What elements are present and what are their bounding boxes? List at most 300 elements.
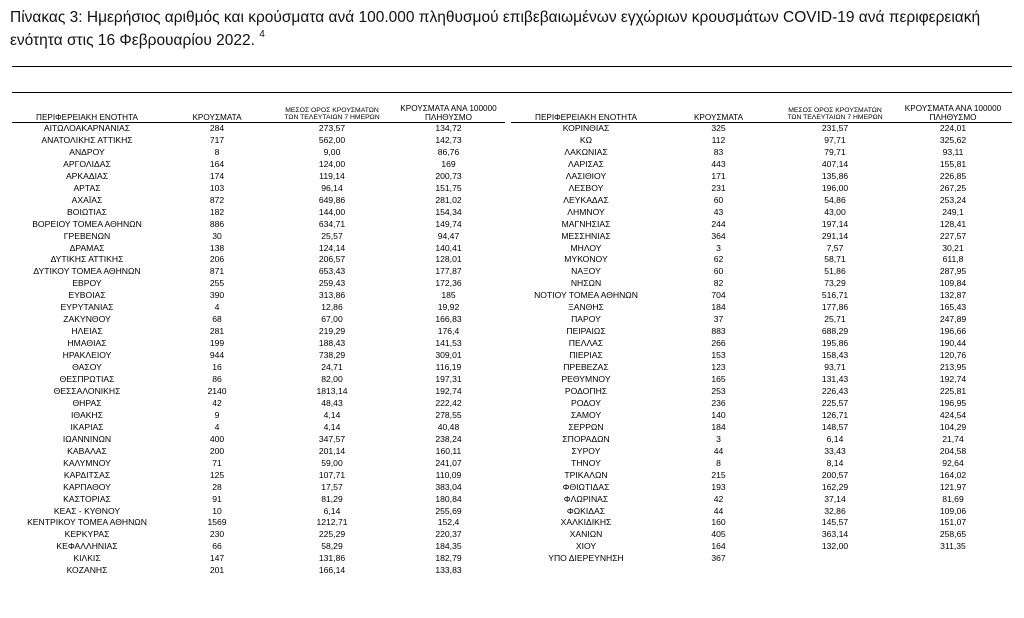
per100k-value: 94,47 [437,230,460,241]
table-row [511,338,1012,350]
region-name: ΛΕΣΒΟΥ [568,182,604,193]
table-row [511,350,1012,362]
per100k-value: 238,24 [435,433,462,444]
avg7-value: 96,14 [321,182,343,193]
per100k-value: 165,43 [939,302,967,313]
cases-value: 71 [212,457,222,468]
table-row [12,374,505,386]
region-name: ΘΕΣΠΡΩΤΙΑΣ [59,374,115,385]
caption-footnote: 4 [259,29,265,40]
header-region: ΠΕΡΙΦΕΡΕΙΑΚΗ ΕΝΟΤΗΤΑ [511,97,661,123]
region-name: ΚΑΒΑΛΑΣ [67,445,107,456]
avg7-value: 33,43 [824,445,846,456]
cases-value: 68 [212,314,222,325]
table-row [12,362,505,374]
cases-value: 3 [716,242,721,253]
avg7-value: 226,43 [821,385,849,396]
table-row [511,326,1012,338]
cases-value: 201 [209,565,225,576]
table-row [12,266,505,278]
table-row [12,398,505,410]
table-row [511,314,1012,326]
per100k-value: 258,65 [939,529,967,540]
cases-value: 8 [716,457,721,468]
right-table-body [511,123,1012,566]
region-name: ΚΑΛΥΜΝΟΥ [63,457,111,468]
region-name: ΠΡΕΒΕΖΑΣ [563,362,609,373]
right-header-row [511,97,1012,123]
region-name: ΝΑΞΟΥ [571,266,601,277]
cases-value: 200 [209,445,225,456]
avg7-value: 126,71 [821,409,849,420]
region-name: ΚΕΑΣ - ΚΥΘΝΟΥ [53,505,121,516]
region-name: ΝΗΣΩΝ [570,278,602,289]
cases-value: 364 [711,230,726,241]
region-name: ΡΟΔΟΥ [571,397,601,408]
avg7-value: 8,14 [826,457,844,468]
region-name: ΑΝΑΤΟΛΙΚΗΣ ΑΤΤΙΚΗΣ [41,134,133,145]
region-name: ΙΚΑΡΙΑΣ [70,421,104,432]
avg7-value: 107,71 [318,469,346,480]
right-table-block [511,97,1012,565]
avg7-value: 82,00 [321,374,343,385]
cases-value: 215 [711,469,726,480]
table-row [12,159,505,171]
region-name: ΡΟΔΟΠΗΣ [564,385,608,396]
table-row [511,159,1012,171]
cases-value: 199 [209,338,225,349]
per100k-value: 116,19 [435,362,462,373]
cases-value: 43 [713,206,724,217]
region-name: ΚΑΡΔΙΤΣΑΣ [63,469,111,480]
per100k-value: 611,8 [942,254,964,265]
per100k-value: 110,09 [435,469,462,480]
per100k-value: 154,34 [435,206,462,217]
cases-value: 367 [711,553,726,564]
cases-value: 255 [209,278,225,289]
per100k-value: 180,84 [435,493,462,504]
cases-value: 123 [711,362,726,373]
left-table-block [12,97,505,577]
cases-value: 16 [212,362,222,373]
avg7-value: 196,00 [821,182,849,193]
per100k-value: 190,44 [939,338,967,349]
cases-value: 193 [711,481,726,492]
region-name: ΑΙΤΩΛΟΑΚΑΡΝΑΝΙΑΣ [43,123,131,133]
second-rule [12,92,1012,93]
per100k-value: 424,54 [939,409,967,420]
region-name: ΠΕΙΡΑΙΩΣ [566,326,606,337]
avg7-value: 97,71 [824,134,846,145]
region-name: ΚΑΣΤΟΡΙΑΣ [63,493,111,504]
header-cases: ΚΡΟΥΣΜΑΤΑ [162,97,272,123]
region-name: ΧΑΛΚΙΔΙΚΗΣ [560,517,612,528]
region-name: ΜΕΣΣΗΝΙΑΣ [561,230,611,241]
cases-value: 231 [711,182,726,193]
table-row [511,422,1012,434]
avg7-value: 54,86 [824,194,846,205]
per100k-value: 142,73 [435,134,462,145]
per100k-value: 21,74 [942,433,964,444]
per100k-value: 182,79 [435,553,462,564]
region-name: ΙΩΑΝΝΙΝΩΝ [62,433,112,444]
region-name: ΗΡΑΚΛΕΙΟΥ [62,350,112,361]
avg7-value: 634,71 [318,218,346,229]
avg7-value: 562,00 [318,134,346,145]
cases-value: 82 [713,278,724,289]
region-name: ΤΗΝΟΥ [571,457,601,468]
region-name: ΦΘΙΩΤΙΔΑΣ [562,481,610,492]
table-row [511,374,1012,386]
table-row [12,470,505,482]
caption-text: Πίνακας 3: Ημερήσιος αριθμός και κρούσματα ανά 100.000 πληθυσμού επιβεβαιωμένων εγχώριων κρουσμάτων COVID-19 ανά περιφερειακή ενότητα στις 16 Φεβρουαρίου 2022. [10,9,981,50]
table-row [12,231,505,243]
cases-value: 83 [713,146,724,157]
cases-value: 184 [711,421,726,432]
cases-value: 125 [209,469,225,480]
left-table-body [12,123,505,578]
avg7-value: 219,29 [318,326,346,337]
per100k-value: 121,97 [939,481,967,492]
cases-value: 400 [209,433,225,444]
region-name: ΜΑΓΝΗΣΙΑΣ [561,218,611,229]
region-name: ΚΩ [579,134,593,145]
cases-value: 390 [209,290,225,301]
cases-value: 2140 [207,385,227,396]
region-name: ΘΗΡΑΣ [72,397,102,408]
region-name: ΛΕΥΚΑΔΑΣ [563,194,609,205]
cases-value: 147 [209,553,225,564]
per100k-value: 192,74 [939,374,967,385]
avg7-value: 24,71 [321,362,343,373]
region-name: ΗΛΕΙΑΣ [71,326,103,337]
avg7-value: 1212,71 [316,517,348,528]
per100k-value: 177,87 [435,266,462,277]
region-name: ΑΡΚΑΔΙΑΣ [65,170,109,181]
cases-value: 28 [212,481,222,492]
table-row [12,135,505,147]
per100k-value: 141,53 [435,338,462,349]
per100k-value: 197,31 [435,374,462,385]
per100k-value: 92,64 [942,457,964,468]
table-row [511,123,1012,135]
per100k-value: 155,81 [939,158,967,169]
per100k-value: 267,25 [939,182,967,193]
avg7-value: 59,00 [321,457,343,468]
top-rule [12,66,1012,67]
avg7-value: 43,00 [824,206,846,217]
region-name: ΚΕΝΤΡΙΚΟΥ ΤΟΜΕΑ ΑΘΗΝΩΝ [27,517,147,528]
avg7-value: 67,00 [321,314,343,325]
table-row [12,183,505,195]
avg7-value: 177,86 [821,302,849,313]
per100k-value: 196,66 [939,326,967,337]
cases-value: 206 [209,254,225,265]
region-name: ΡΕΘΥΜΝΟΥ [561,374,611,385]
region-name: ΕΥΡΥΤΑΝΙΑΣ [60,302,114,313]
avg7-value: 273,57 [318,123,346,133]
cases-value: 230 [209,529,225,540]
avg7-value: 201,14 [318,445,346,456]
avg7-value: 188,43 [318,338,346,349]
table-row [511,458,1012,470]
region-name: ΚΙΛΚΙΣ [73,553,101,564]
region-name: ΑΡΤΑΣ [73,182,101,193]
region-name: ΣΕΡΡΩΝ [568,421,604,432]
table-row [511,410,1012,422]
per100k-value: 128,41 [939,218,967,229]
per100k-value: 278,55 [435,409,462,420]
region-name: ΑΝΔΡΟΥ [69,146,105,157]
table-row [12,422,505,434]
avg7-value: 206,57 [318,254,346,265]
region-name: ΥΠΟ ΔΙΕΡΕΥΝΗΣΗ [548,553,624,564]
header-per100k: ΚΡΟΥΣΜΑΤΑ ΑΝΑ 100000 ΠΛΗΘΥΣΜΟ [392,97,505,123]
avg7-value: 688,29 [821,326,849,337]
cases-value: 10 [212,505,222,516]
table-row [511,278,1012,290]
cases-value: 4 [214,302,220,313]
region-name: ΙΘΑΚΗΣ [71,409,103,420]
avg7-value: 9,00 [323,146,341,157]
avg7-value: 158,43 [821,350,849,361]
per100k-value: 383,04 [435,481,462,492]
right-table [511,97,1012,565]
region-name: ΧΙΟΥ [575,541,597,552]
avg7-value: 516,71 [821,290,849,301]
region-name: ΚΟΡΙΝΘΙΑΣ [562,123,610,133]
cases-value: 872 [209,194,225,205]
table-row [511,135,1012,147]
per100k-value: 192,74 [435,385,462,396]
per100k-value: 152,4 [437,517,460,528]
table-row [511,219,1012,231]
cases-value: 717 [209,134,225,145]
per100k-value: 19,92 [437,302,460,313]
table-row [12,207,505,219]
cases-value: 325 [711,123,726,133]
table-row [12,446,505,458]
table-row [12,326,505,338]
table-row [511,517,1012,529]
region-name: ΣΑΜΟΥ [570,409,602,420]
avg7-value: 7,57 [826,242,844,253]
per100k-value: 281,02 [435,194,462,205]
avg7-value: 231,57 [821,123,849,133]
header-avg7: ΜΕΣΟΣ ΟΡΟΣ ΚΡΟΥΣΜΑΤΩΝ ΤΩΝ ΤΕΛΕΥΤΑΙΩΝ 7 ΗΜΕΡΩΝ [272,97,392,123]
table-row [511,302,1012,314]
cases-value: 182 [209,206,225,217]
avg7-value: 148,57 [821,421,849,432]
per100k-value: 226,85 [939,170,967,181]
avg7-value: 58,71 [824,254,846,265]
avg7-value: 347,57 [318,433,346,444]
avg7-value: 124,14 [318,242,346,253]
region-name: ΣΥΡΟΥ [571,445,601,456]
per100k-value: 200,73 [435,170,462,181]
avg7-value: 4,14 [323,421,341,432]
region-name: ΓΡΕΒΕΝΩΝ [63,230,111,241]
avg7-value: 195,86 [821,338,849,349]
table-row [12,314,505,326]
per100k-value: 104,29 [939,421,967,432]
avg7-value: 79,71 [824,146,846,157]
avg7-value: 407,14 [821,158,849,169]
per100k-value: 169 [441,158,456,169]
per100k-value: 184,35 [435,541,462,552]
region-name: ΧΑΝΙΩΝ [569,529,603,540]
avg7-value: 197,14 [821,218,849,229]
cases-value: 44 [713,505,724,516]
table-row [12,386,505,398]
region-name: ΛΑΡΙΣΑΣ [568,158,604,169]
table-row [12,458,505,470]
avg7-value [776,553,894,565]
per100k-value: 166,83 [435,314,462,325]
table-row [511,266,1012,278]
avg7-value: 48,43 [321,397,343,408]
avg7-value: 1813,14 [316,385,348,396]
region-name: ΚΟΖΑΝΗΣ [66,565,108,576]
cases-value: 138 [209,242,225,253]
region-name: ΛΗΜΝΟΥ [567,206,605,217]
table-row [511,147,1012,159]
cases-value: 8 [214,146,220,157]
per100k-value: 140,41 [435,242,462,253]
cases-value: 1569 [207,517,227,528]
cases-value: 871 [209,266,225,277]
avg7-value: 145,57 [821,517,849,528]
cases-value: 91 [212,493,222,504]
region-name: ΕΒΡΟΥ [72,278,102,289]
cases-value: 103 [209,182,225,193]
cases-value: 164 [711,541,726,552]
per100k-value: 287,95 [939,266,967,277]
per100k-value: 222,42 [435,397,462,408]
per100k-value: 311,35 [940,541,966,552]
table-row [12,506,505,518]
per100k-value [894,553,1012,565]
header-avg7: ΜΕΣΟΣ ΟΡΟΣ ΚΡΟΥΣΜΑΤΩΝ ΤΩΝ ΤΕΛΕΥΤΑΙΩΝ 7 ΗΜΕΡΩΝ [776,97,894,123]
cases-value: 9 [214,409,220,420]
cases-value: 37 [713,314,724,325]
table-row [12,290,505,302]
per100k-value: 220,37 [435,529,462,540]
region-name: ΒΟΙΩΤΙΑΣ [67,206,107,217]
per100k-value: 160,11 [435,445,462,456]
cases-value: 140 [711,409,726,420]
per100k-value: 227,57 [939,230,967,241]
table-row [12,482,505,494]
cases-value: 944 [209,350,225,361]
per100k-value: 255,69 [435,505,462,516]
per100k-value: 325,62 [939,134,967,145]
cases-value: 60 [713,194,724,205]
table-caption [10,8,1014,50]
cases-value: 60 [713,266,724,277]
table-row [12,529,505,541]
table-row [511,386,1012,398]
region-name: ΔΡΑΜΑΣ [69,242,105,253]
avg7-value: 25,71 [824,314,846,325]
per100k-value: 86,76 [437,146,460,157]
cases-value: 86 [212,374,222,385]
per100k-value: 176,4 [437,326,460,337]
per100k-value: 247,89 [939,314,967,325]
table-row [12,553,505,565]
avg7-value: 12,86 [321,302,343,313]
avg7-value: 17,57 [321,481,343,492]
cases-value: 244 [711,218,726,229]
table-row [12,278,505,290]
region-name: ΜΥΚΟΝΟΥ [564,254,608,265]
cases-value: 886 [209,218,225,229]
table-row [511,553,1012,565]
avg7-value: 6,14 [826,433,844,444]
region-name: ΒΟΡΕΙΟΥ ΤΟΜΕΑ ΑΘΗΝΩΝ [32,218,142,229]
per100k-value: 93,11 [942,146,964,157]
region-name: ΑΡΓΟΛΙΔΑΣ [63,158,111,169]
table-row [12,195,505,207]
table-row [511,290,1012,302]
region-name: ΦΩΚΙΔΑΣ [566,505,606,516]
cases-value: 253 [711,385,726,396]
table-row [12,517,505,529]
per100k-value: 109,06 [939,505,967,516]
avg7-value: 166,14 [318,565,346,576]
table-row [12,171,505,183]
avg7-value: 162,29 [821,481,849,492]
table-row [511,195,1012,207]
cases-value: 284 [209,123,225,133]
cases-value: 704 [711,290,726,301]
avg7-value: 25,57 [321,230,343,241]
avg7-value: 119,14 [319,170,345,181]
region-name: ΝΟΤΙΟΥ ΤΟΜΕΑ ΑΘΗΝΩΝ [534,290,638,301]
table-row [511,494,1012,506]
avg7-value: 93,71 [824,362,846,373]
per100k-value: 109,84 [939,278,967,289]
per100k-value: 133,83 [435,565,462,576]
avg7-value: 649,86 [318,194,346,205]
per100k-value: 151,07 [939,517,967,528]
avg7-value: 73,29 [824,278,846,289]
per100k-value: 120,76 [939,350,967,361]
avg7-value: 313,86 [318,290,346,301]
table-row [511,254,1012,266]
region-name: ΖΑΚΥΝΘΟΥ [63,314,111,325]
per100k-value: 249,1 [942,206,964,217]
region-name: ΘΑΣΟΥ [72,362,102,373]
avg7-value: 291,14 [821,230,849,241]
region-name: ΠΙΕΡΙΑΣ [569,350,603,361]
avg7-value: 58,29 [321,541,343,552]
table-row [12,147,505,159]
table-row [12,410,505,422]
region-name: ΚΕΡΚΥΡΑΣ [64,529,110,540]
per100k-value: 40,48 [437,421,460,432]
per100k-value: 134,72 [435,123,462,133]
avg7-value: 131,86 [318,553,346,564]
header-region: ΠΕΡΙΦΕΡΕΙΑΚΗ ΕΝΟΤΗΤΑ [12,97,162,123]
avg7-value: 135,86 [821,170,849,181]
per100k-value: 151,75 [435,182,462,193]
region-name: ΑΧΑΪΑΣ [71,194,103,205]
avg7-value: 132,00 [821,541,849,552]
region-name: ΣΠΟΡΑΔΩΝ [562,433,610,444]
table-row [511,434,1012,446]
cases-value: 4 [214,421,220,432]
